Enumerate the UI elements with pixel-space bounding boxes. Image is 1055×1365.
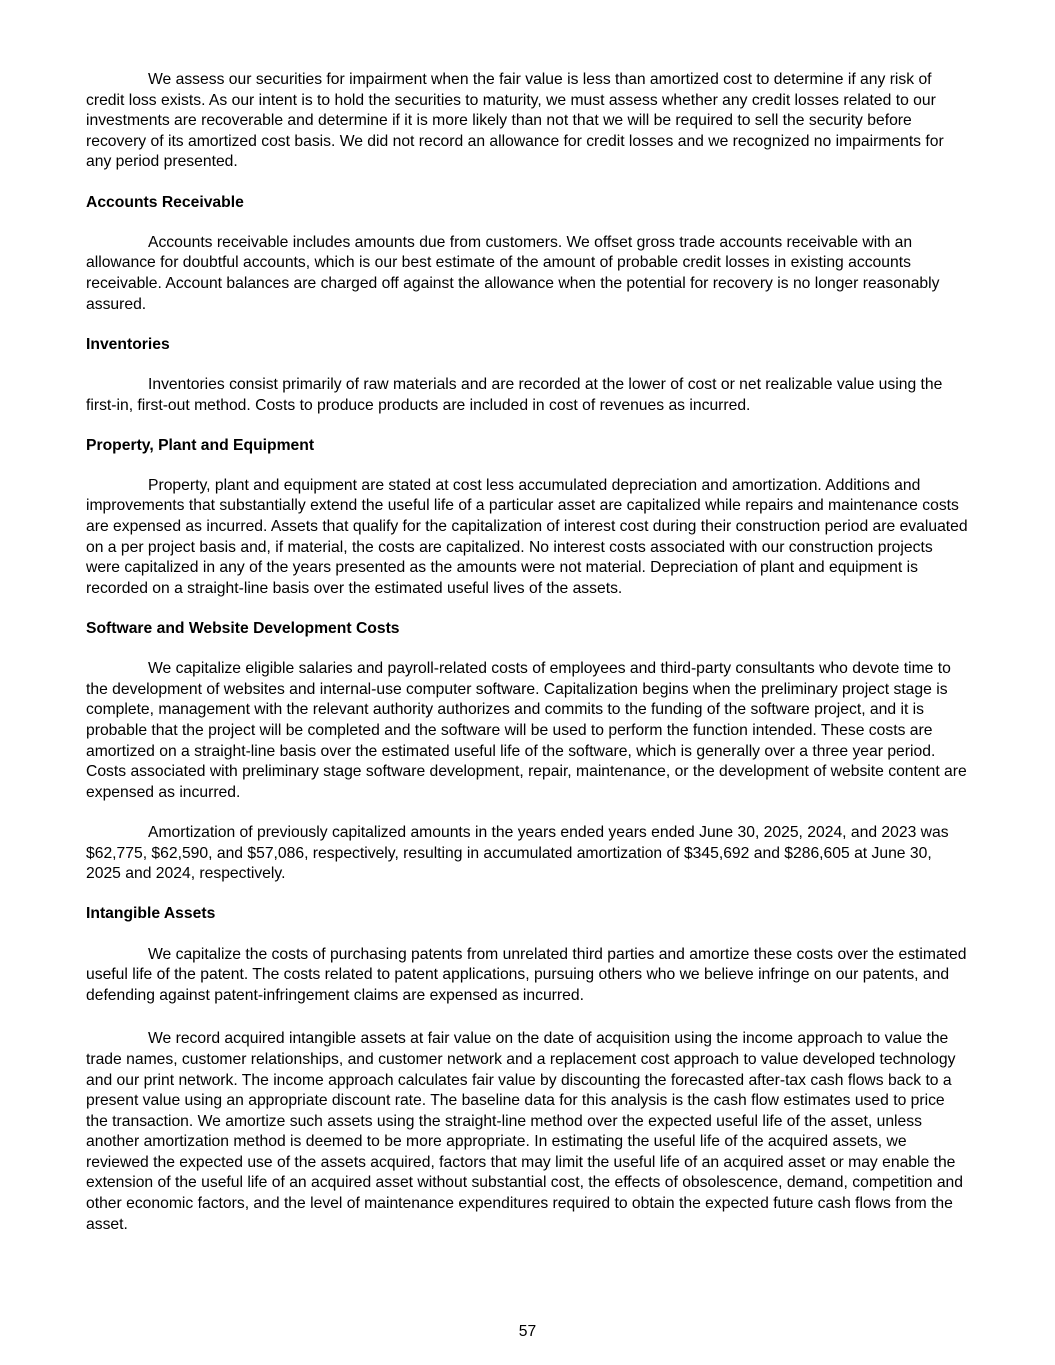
paragraph-acquired-intangibles: We record acquired intangible assets at fair value on the date of acquisition using the income approach to value the trade names, customer relationships, and customer network and a replacement cost approach to value developed technology and our print network. The income approach calculates fair value by discounting the forecasted after-tax cash flows back to a present value using an appropriate discount rate. The baseline data for this analysis is the cash flow estimates used to price the transaction. We amortize such assets using the straight-line method over the expected useful life of the asset, unless another amortization method is deemed to be more appropriate. In estimating the useful life of the acquired assets, we reviewed the expected use of the assets acquired, factors that may limit the useful life of an acquired asset or may enable the extension of the useful life of an acquired asset without substantial cost, the effects of obsolescence, demand, competition and other economic factors, and the level of maintenance expenditures required to obtain the expected future cash flows from the asset.: [86, 1030, 964, 1233]
paragraph-impairment: We assess our securities for impairment when the fair value is less than amortized cost to determine if any risk of credit loss exists. As our intent is to hold the securities to maturity, we must assess whether any credit losses related to our investments are recoverable and determine if it is more likely than not that we will be required to sell the security before recovery of its amortized cost basis. We did not record an allowance for credit losses and we recognized no impairments for any period presented.: [86, 71, 944, 171]
heading-property-plant-equipment: Property, Plant and Equipment: [86, 436, 315, 454]
paragraph-inventories: Inventories consist primarily of raw materials and are recorded at the lower of cost or net realizable value using the first-in, first-out method. Costs to produce products are included in cost of revenues as incurred.: [86, 375, 943, 414]
heading-intangible-assets: Intangible Assets: [86, 905, 216, 923]
paragraph-accounts-receivable: Accounts receivable includes amounts due from customers. We offset gross trade accounts receivable with an allowance for doubtful accounts, which is our best estimate of the amount of probable credit losses in existing accounts receivable. Account balances are charged off against the allowance when the potential for recovery is no longer reasonably assured.: [86, 233, 940, 313]
document-body: [86, 70, 970, 1255]
heading-accounts-receivable: Accounts Receivable: [86, 193, 244, 211]
heading-software-website-development: Software and Website Development Costs: [86, 620, 400, 638]
paragraph-patents: We capitalize the costs of purchasing patents from unrelated third parties and amortize these costs over the estimated useful life of the patent. The costs related to patent applications, pursuing others who we believe infringe on our patents, and defending against patent-infringement claims are expensed as incurred.: [86, 945, 967, 1004]
heading-inventories: Inventories: [86, 335, 170, 353]
paragraph-property-plant-equipment: Property, plant and equipment are stated at cost less accumulated depreciation and amortization. Additions and improvements that substantially extend the useful life of a particular asset are capitalized while repairs and maintenance costs are expensed as incurred. Assets that qualify for the capitalization of interest cost during their construction period are evaluated on a per project basis and, if material, the costs are capitalized. No interest costs associated with our construction projects were capitalized in any of the years presented as the amounts were not material. Depreciation of plant and equipment is recorded on a straight-line basis over the estimated useful lives of the assets.: [86, 476, 968, 597]
paragraph-software-capitalization: We capitalize eligible salaries and payroll-related costs of employees and third-party consultants who devote time to the development of websites and internal-use computer software. Capitalization begins when the preliminary project stage is complete, management with the relevant authority authorizes and commits to the funding of the software project, and it is probable that the project will be completed and the software will be used to perform the function intended. These costs are amortized on a straight-line basis over the estimated useful life of the software, which is generally over a three year period. Costs associated with preliminary stage software development, repair, maintenance, or the development of website content are expensed as incurred.: [86, 660, 967, 801]
paragraph-software-amortization: Amortization of previously capitalized amounts in the years ended years ended June 30, 2025, 2024, and 2023 was $62,775, $62,590, and $57,086, respectively, resulting in accumulated amortization of $345,692 and $286,605 at June 30, 2025 and 2024, respectively.: [86, 823, 949, 883]
page-number: 57: [518, 1323, 537, 1340]
